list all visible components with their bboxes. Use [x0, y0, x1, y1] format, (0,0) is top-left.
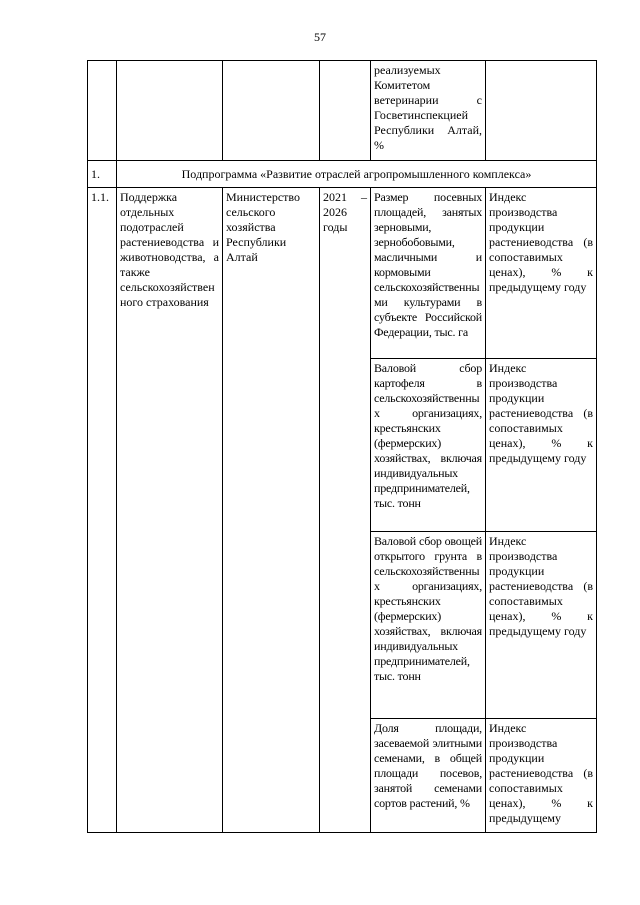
- cell-indicator: реализуемых Комитетом ветеринарии с Госветинспекцией Республики Алтай, %: [371, 61, 486, 161]
- measure-name: Поддержка отдельных подотраслей растениеводства и животноводства, а также сельскохозяйственного страхования: [117, 188, 223, 833]
- cell-indicator: Размер посевных площадей, занятых зерновыми, зернобобовыми, масличными и кормовыми сельскохозяйственными культурами в субъекте Российской Федерации, тыс. га: [371, 188, 486, 359]
- cell-target: [486, 61, 597, 161]
- program-table: [87, 60, 597, 833]
- measure-executor: Министерство сельского хозяйства Республики Алтай: [223, 188, 320, 833]
- subprogram-row: [88, 161, 597, 188]
- cell-target: Индекс производства продукции растениеводства (в сопоставимых ценах), % к предыдущему: [486, 719, 597, 833]
- cell-target: Индекс производства продукции растениеводства (в сопоставимых ценах), % к предыдущему году: [486, 188, 597, 359]
- subprogram-number: 1.: [88, 161, 117, 188]
- cell-target: Индекс производства продукции растениеводства (в сопоставимых ценах), % к предыдущему году: [486, 532, 597, 719]
- measure-number: 1.1.: [88, 188, 117, 833]
- page-number: 57: [314, 30, 326, 44]
- cell-measure: [117, 61, 223, 161]
- subprogram-title: Подпрограмма «Развитие отраслей агропромышленного комплекса»: [117, 161, 597, 188]
- cell-indicator: Валовой сбор овощей открытого грунта в сельскохозяйственных организациях, крестьянских (фермерских) хозяйствах, включая индивидуальных предпринимателей, тыс. тонн: [371, 532, 486, 719]
- cell-executor: [223, 61, 320, 161]
- table-row: [88, 188, 597, 359]
- table-row: [88, 61, 597, 161]
- cell-period: [320, 61, 371, 161]
- cell-number: [88, 61, 117, 161]
- cell-indicator: Валовой сбор картофеля в сельскохозяйственных организациях, крестьянских (фермерских) хозяйствах, включая индивидуальных предпринимателей, тыс. тонн: [371, 359, 486, 532]
- measure-period: 2021 – 2026 годы: [320, 188, 371, 833]
- cell-indicator: Доля площади, засеваемой элитными семенами, в общей площади посевов, занятой семенами сортов растений, %: [371, 719, 486, 833]
- cell-target: Индекс производства продукции растениеводства (в сопоставимых ценах), % к предыдущему году: [486, 359, 597, 532]
